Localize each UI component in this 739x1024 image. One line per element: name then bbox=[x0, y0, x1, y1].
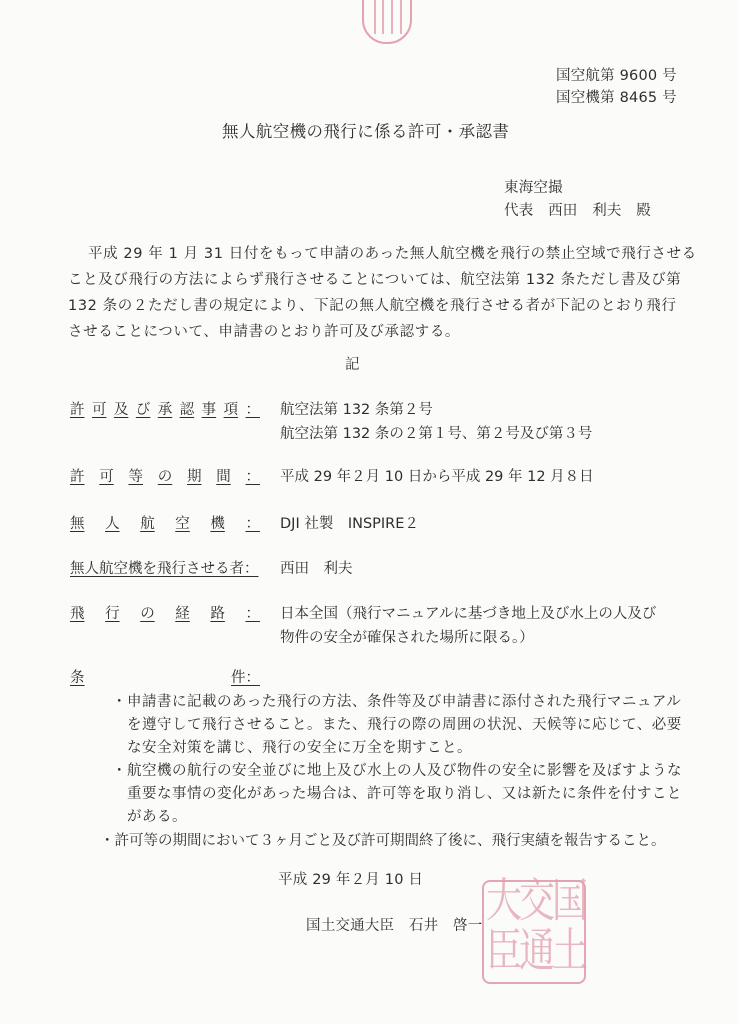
item-value-route-1: 日本全国（飛行マニュアルに基づき地上及び水上の人及び bbox=[280, 606, 657, 622]
official-seal-stamp: 国 土 交 通 大 臣 bbox=[482, 880, 586, 984]
addressee-company: 東海空撮 bbox=[504, 180, 563, 196]
condition-bullet-1-line-2: を遵守して飛行させること。また、飛行の際の周囲の状況、天候等に応じて、必要 bbox=[112, 717, 682, 733]
body-line: 平成 29 年 1 月 31 日付をもって申請のあった無人航空機を飛行の禁止空域で飛行させる bbox=[88, 246, 697, 262]
item-label-route: 飛 行 の 経 路 ： bbox=[70, 606, 260, 622]
issuer-name: 国土交通大臣 石井 啓一 bbox=[306, 918, 483, 934]
top-seal-stamp bbox=[362, 0, 412, 44]
item-label-aircraft: 無 人 航 空 機 ： bbox=[70, 516, 260, 532]
ki-heading: 記 bbox=[345, 357, 360, 373]
condition-bullet-2-line-2: 重要な事情の変化があった場合は、許可等を取り消し、又は新たに条件を付すこと bbox=[112, 786, 682, 802]
addressee-representative: 代表 西田 利夫 殿 bbox=[504, 203, 651, 219]
condition-bullet-1-line-1: ・申請書に記載のあった飛行の方法、条件等及び申請書に添付された飛行マニュアル bbox=[112, 694, 682, 710]
item-value-permission-matters-2: 航空法第 132 条の２第１号、第２号及び第３号 bbox=[280, 426, 593, 442]
condition-bullet-2-line-3: がある。 bbox=[112, 809, 187, 825]
item-value-route-2: 物件の安全が確保された場所に限る。） bbox=[280, 630, 534, 646]
conditions-label: 条 件： bbox=[70, 670, 260, 686]
item-value-operator: 西田 利夫 bbox=[280, 561, 353, 577]
condition-bullet-3-line-1: ・許可等の期間において３ヶ月ごと及び許可期間終了後に、飛行実績を報告すること。 bbox=[100, 833, 666, 849]
reference-number-1: 国空航第 9600 号 bbox=[556, 68, 677, 84]
issue-date: 平成 29 年２月 10 日 bbox=[278, 872, 424, 888]
reference-number-2: 国空機第 8465 号 bbox=[556, 90, 677, 106]
item-label-permission-matters: 許 可 及 び 承 認 事 項 ： bbox=[70, 402, 260, 418]
item-value-period: 平成 29 年２月 10 日から平成 29 年 12 月８日 bbox=[280, 469, 594, 485]
body-line: 132 条の２ただし書の規定により、下記の無人航空機を飛行させる者が下記のとおり飛行 bbox=[68, 298, 677, 314]
condition-bullet-1-line-3: な安全対策を講じ、飛行の安全に万全を期すこと。 bbox=[112, 740, 472, 756]
body-line: させることについて、申請書のとおり許可及び承認する。 bbox=[68, 324, 461, 340]
document-title: 無人航空機の飛行に係る許可・承認書 bbox=[222, 122, 510, 141]
item-label-period: 許 可 等 の 期 間 ： bbox=[70, 469, 260, 485]
item-value-aircraft: DJI 社製 INSPIRE２ bbox=[280, 516, 419, 532]
item-value-permission-matters-1: 航空法第 132 条第２号 bbox=[280, 402, 433, 418]
item-label-operator: 無人航空機を飛行させる者： bbox=[70, 561, 259, 577]
body-line: こと及び飛行の方法によらず飛行させることについては、航空法第 132 条ただし書及び第 bbox=[68, 272, 682, 288]
condition-bullet-2-line-1: ・航空機の航行の安全並びに地上及び水上の人及び物件の安全に影響を及ぼすような bbox=[112, 763, 682, 779]
